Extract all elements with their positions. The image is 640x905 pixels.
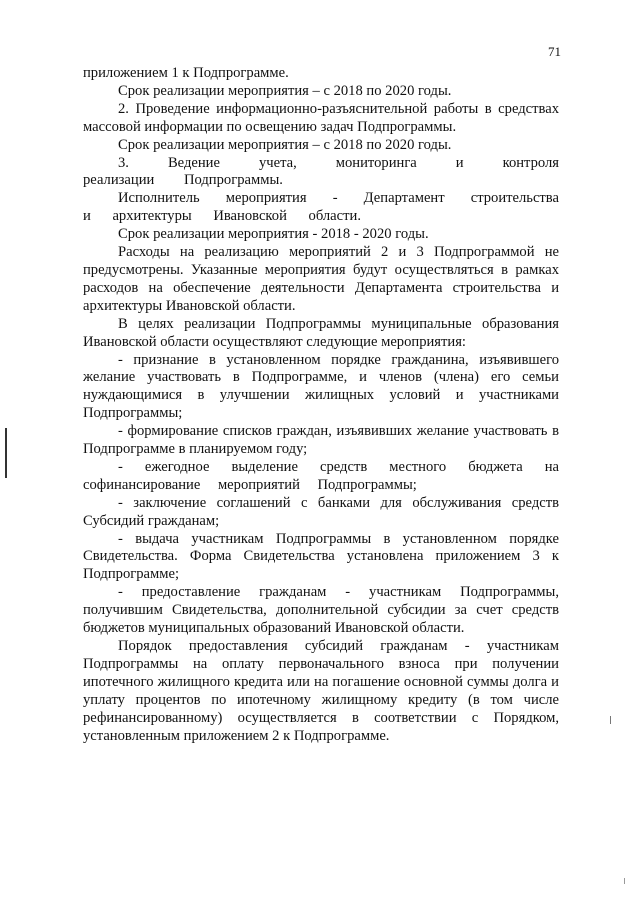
scan-speck: [624, 878, 625, 884]
paragraph: Срок реализации мероприятия – с 2018 по 2020 годы.: [118, 82, 452, 99]
paragraph: Порядок предоставления субсидий гражданам - участникам Подпрограммы на оплату первоначального взноса при получении ипотечного жилищного кредита или на погашение основной суммы долга и уплату процентов по ипотечному жилищному кредиту (в том числе рефинансированному) осуществляется в соответствии с Порядком, установленным приложением 2 к Подпрограмме.: [83, 638, 559, 744]
list-item: - предоставление гражданам - участникам Подпрограммы, получившим Свидетельства, дополнительной субсидии за счет средств бюджетов муниципальных образований Ивановской области.: [83, 584, 559, 637]
list-item: - ежегодное выделение средств местного бюджета на софинансирование мероприятий Подпрограммы;: [83, 458, 559, 493]
paragraph: приложением 1 к Подпрограмме.: [83, 65, 289, 81]
paragraph: 2. Проведение информационно-разъяснительной работы в средствах массовой информации по освещению задач Подпрограммы.: [83, 100, 559, 135]
page-number: 71: [548, 44, 561, 59]
list-item: - заключение соглашений с банками для обслуживания средств Субсидий гражданам;: [83, 494, 559, 529]
list-item: - выдача участникам Подпрограммы в установленном порядке Свидетельства. Форма Свидетельства установлена приложением 3 к Подпрограмме;: [83, 530, 559, 583]
paragraph: Срок реализации мероприятия – с 2018 по 2020 годы.: [118, 136, 452, 153]
paragraph: Расходы на реализацию мероприятий 2 и 3 Подпрограммой не предусмотрены. Указанные мероприятия будут осуществляться в рамках расходов на обеспечение деятельности Департамента строительства и архитектуры Ивановской области.: [83, 244, 559, 314]
list-item: - формирование списков граждан, изъявивших желание участвовать в Подпрограмме в планируемом году;: [83, 423, 559, 458]
paragraph: Срок реализации мероприятия - 2018 - 2020 годы.: [118, 226, 429, 243]
document-body: [83, 65, 559, 745]
list-item: - признание в установленном порядке гражданина, изъявившего желание участвовать в Подпрограмме, и членов (члена) его семьи нуждающимися в улучшении жилищных условий и участниками Подпрограммы;: [83, 351, 559, 422]
scan-margin-mark: [5, 428, 7, 478]
paragraph: В целях реализации Подпрограммы муниципальные образования Ивановской области осуществляют следующие мероприятия:: [83, 315, 559, 350]
scan-speck: [610, 716, 611, 724]
paragraph: Исполнитель мероприятия - Департамент строительства и архитектуры Ивановской области.: [83, 190, 559, 225]
paragraph: 3. Ведение учета, мониторинга и контроля реализации Подпрограммы.: [83, 154, 559, 189]
